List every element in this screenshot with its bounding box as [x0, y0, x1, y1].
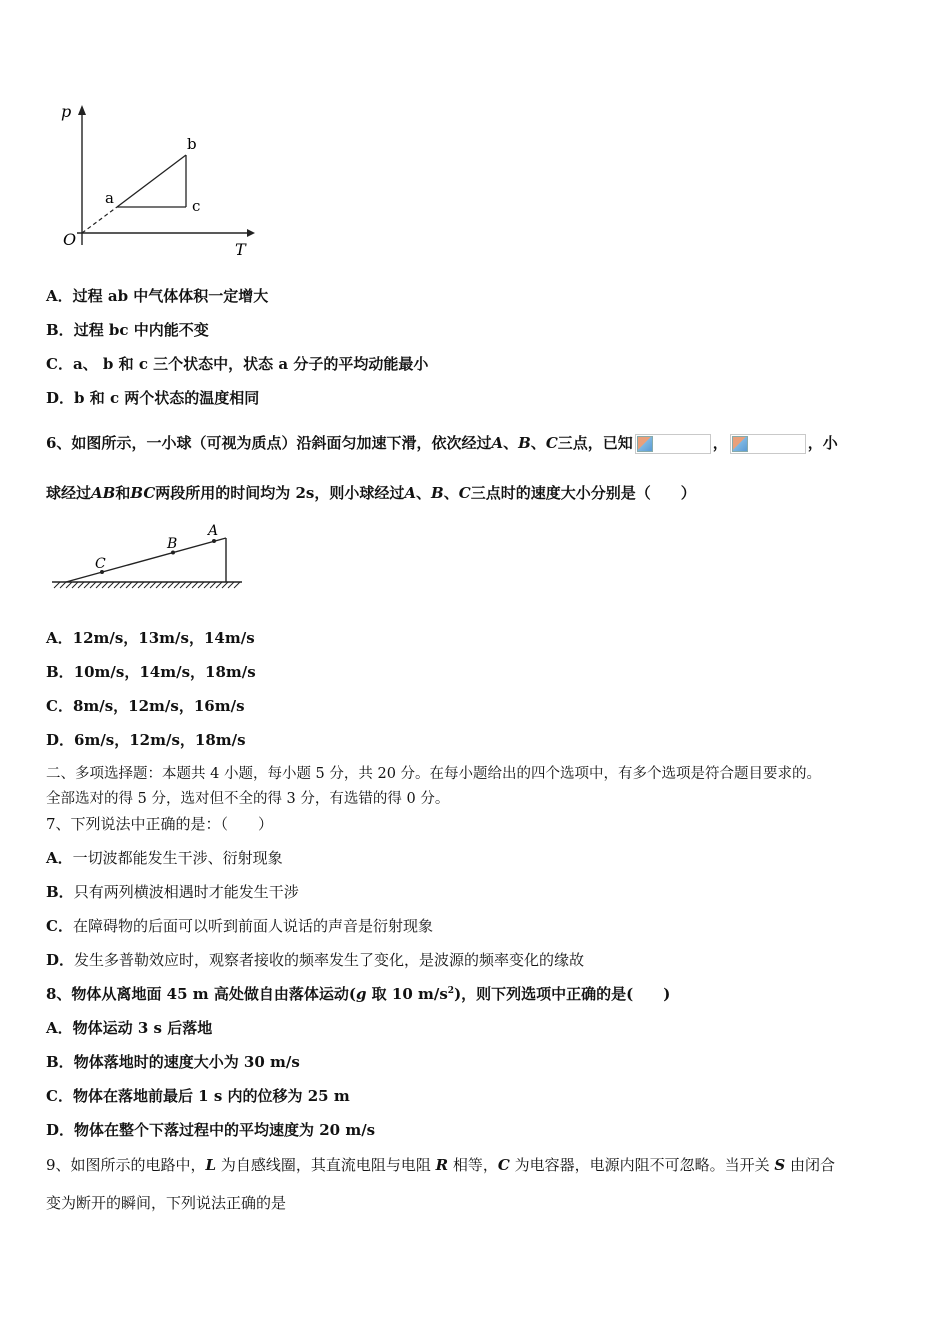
t-axis-label: T: [235, 240, 246, 259]
q8-option-a: A．物体运动 3 s 后落地: [46, 1019, 213, 1037]
broken-image-icon: [732, 436, 748, 452]
point-a-label: a: [105, 189, 114, 207]
q9-stem-line1: 9、如图所示的电路中，L 为自感线圈，其直流电阻与电阻 R 相等，C 为电容器，电源内阻不可忽略。当开关 S 由闭合: [46, 1156, 836, 1174]
point-b-label: b: [187, 135, 197, 153]
section2-heading-line2: 全部选对的得 5 分，选对但不全的得 3 分，有选错的得 0 分。: [46, 791, 450, 807]
section2-heading-line1: 二、多项选择题：本题共 4 小题，每小题 5 分，共 20 分。在每小题给出的四个选项中，有多个选项是符合题目要求的。: [46, 766, 822, 782]
q5-option-d: D．b 和 c 两个状态的温度相同: [46, 389, 260, 407]
q7-option-a: A．一切波都能发生干涉、衍射现象: [46, 849, 283, 867]
q6-option-c: C．8m/s，12m/s，16m/s: [46, 697, 245, 715]
q6-option-d: D．6m/s，12m/s，18m/s: [46, 731, 246, 749]
q5-option-a: A．过程 ab 中气体体积一定增大: [46, 287, 269, 305]
formula-image-2: [730, 434, 806, 454]
q8-option-c: C．物体在落地前最后 1 s 内的位移为 25 m: [46, 1087, 350, 1105]
q7-option-b: B．只有两列横波相遇时才能发生干涉: [46, 883, 299, 901]
process-ab: [117, 155, 186, 207]
q7-stem: 7、下列说法中正确的是：（ ）: [46, 815, 274, 833]
origin-label: O: [63, 230, 77, 249]
q6-option-a: A．12m/s，13m/s，14m/s: [46, 629, 255, 647]
p-axis-arrow: [78, 105, 86, 115]
ground-hatching: [54, 582, 240, 588]
formula-image-1: [635, 434, 711, 454]
q8-stem: 8、物体从离地面 45 m 高处做自由落体运动(g 取 10 $m/s^2$)，则下列选项中正确的是( ): [46, 985, 671, 1003]
q8-option-b: B．物体落地时的速度大小为 30 m/s: [46, 1053, 300, 1071]
point-c-label: c: [192, 197, 201, 215]
incline-label-b: B: [167, 536, 178, 552]
incline-surface: [66, 538, 226, 582]
q8-option-d: D．物体在整个下落过程中的平均速度为 20 m/s: [46, 1121, 376, 1139]
pt-diagram: [55, 95, 255, 260]
q7-option-c: C．在障碍物的后面可以听到前面人说话的声音是衍射现象: [46, 917, 433, 935]
t-axis-arrow: [247, 229, 255, 237]
p-axis-label: p: [61, 102, 72, 121]
broken-image-icon: [637, 436, 653, 452]
incline-diagram: [48, 518, 248, 596]
q9-stem-line2: 变为断开的瞬间，下列说法正确的是: [46, 1194, 287, 1212]
q7-option-d: D．发生多普勒效应时，观察者接收的频率发生了变化，是波源的频率变化的缘故: [46, 951, 585, 969]
point-a-dot: [212, 539, 216, 543]
incline-label-a: A: [208, 523, 219, 539]
q6-stem-line1: 6、如图所示，一小球（可视为质点）沿斜面匀加速下滑，依次经过A、B、C三点，已知 ， ，小: [46, 434, 838, 452]
q6-option-b: B．10m/s，14m/s，18m/s: [46, 663, 256, 681]
q6-stem-line2: 球经过AB和BC两段所用的时间均为 2s，则小球经过A、B、C三点时的速度大小分别是（ ）: [46, 484, 696, 502]
q5-option-b: B．过程 bc 中内能不变: [46, 321, 209, 339]
dashed-extension: [82, 207, 117, 233]
incline-label-c: C: [95, 556, 106, 572]
q5-option-c: C．a、 b 和 c 三个状态中，状态 a 分子的平均动能最小: [46, 355, 429, 373]
